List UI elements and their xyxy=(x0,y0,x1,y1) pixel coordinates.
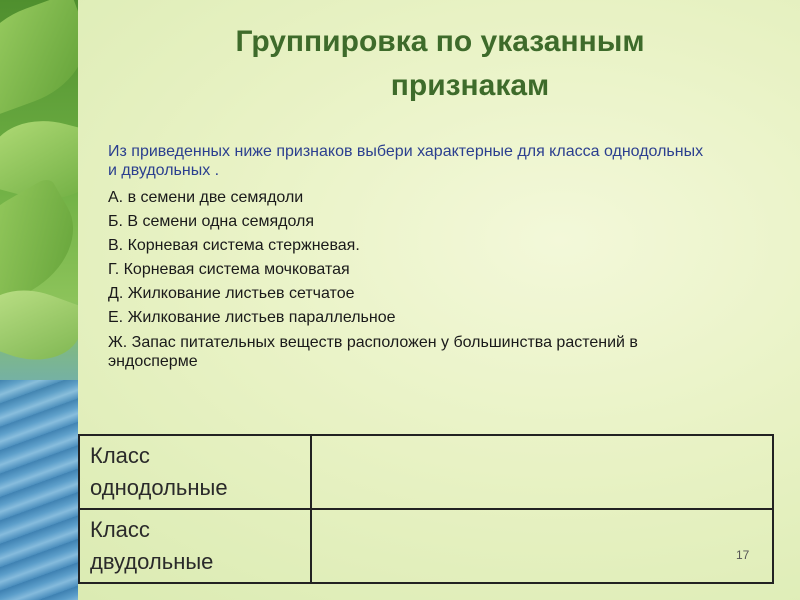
slide-number: 17 xyxy=(736,548,750,562)
feature-item: Б. В семени одна семядоля xyxy=(108,213,315,230)
class-label-dicots xyxy=(79,509,311,583)
class-label-line: Класс xyxy=(90,517,150,542)
task-instruction: Из приведенных ниже признаков выбери характерные для класса однодольных и двудольных . xyxy=(108,143,704,179)
answer-cell-monocots[interactable] xyxy=(311,435,773,509)
slide-title-line-1: Группировка по указанным xyxy=(235,25,645,58)
feature-item: Д. Жилкование листьев сетчатое xyxy=(108,285,355,302)
feature-item: А. в семени две семядоли xyxy=(108,189,304,206)
class-label-line: двудольные xyxy=(90,549,214,574)
feature-item: Е. Жилкование листьев параллельное xyxy=(108,309,396,326)
feature-item: Г. Корневая система мочковатая xyxy=(108,261,350,278)
water-image xyxy=(0,380,78,600)
answer-cell-dicots[interactable] xyxy=(311,509,773,583)
answer-table xyxy=(78,434,774,584)
decorative-leaves-strip xyxy=(0,0,78,600)
feature-item: Ж. Запас питательных веществ расположен у большинства растений в эндосперме xyxy=(108,334,638,370)
slide-title-line-2: признакам xyxy=(390,69,550,102)
class-label-line: однодольные xyxy=(90,475,228,500)
table-row xyxy=(79,435,773,509)
feature-list xyxy=(108,186,728,371)
class-label-monocots xyxy=(79,435,311,509)
class-label-line: Класс xyxy=(90,443,150,468)
table-row xyxy=(79,509,773,583)
feature-item: В. Корневая система стержневая. xyxy=(108,237,360,254)
